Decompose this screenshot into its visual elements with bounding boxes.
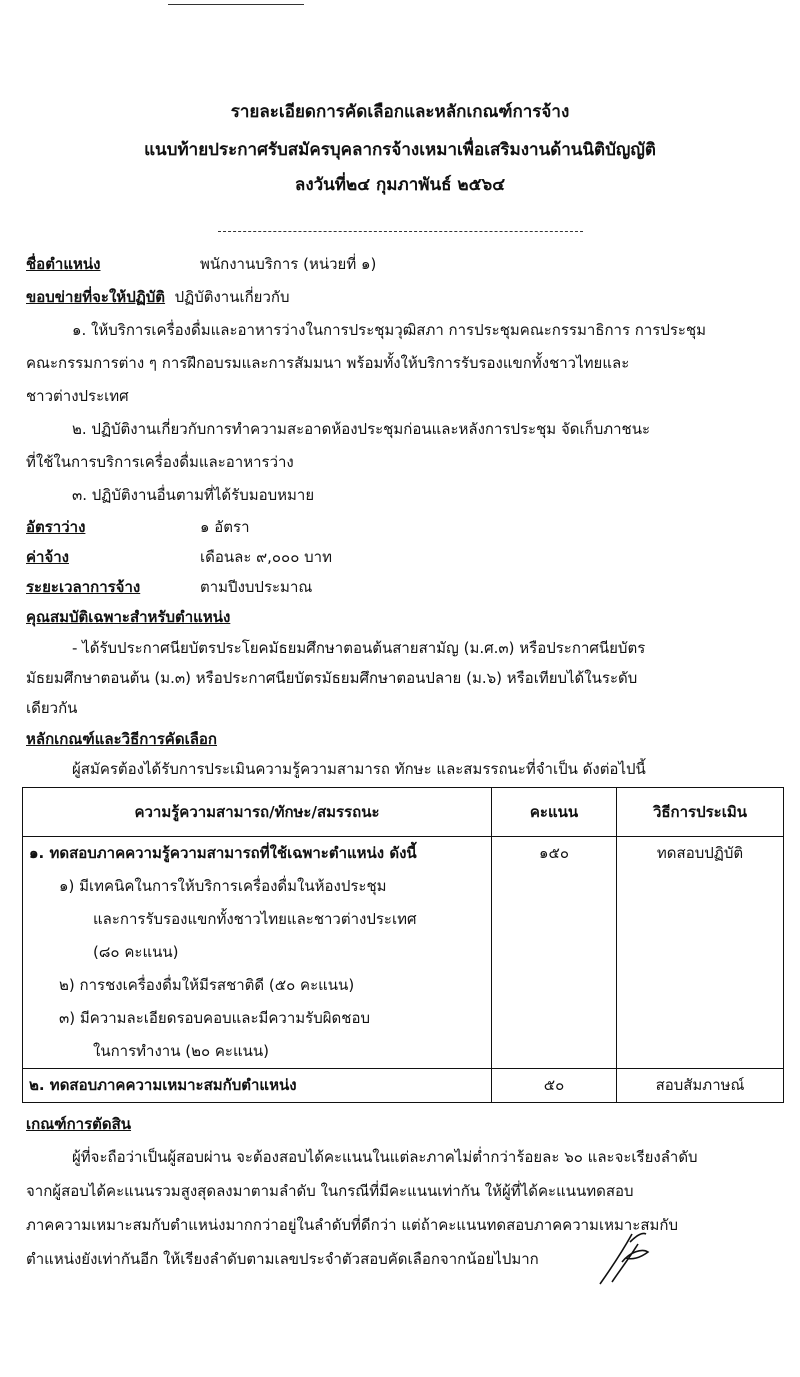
position-value: พนักงานบริการ (หน่วยที่ ๑) [200,255,377,273]
decision-line: จากผู้สอบได้คะแนนรวมสูงสุดลงมาตามลำดับ ในกรณีที่มีคะแนนเท่ากัน ให้ผู้ที่ได้คะแนนทดสอบ [26,1182,634,1200]
position-row [26,252,101,276]
decision-line: ผู้ที่จะถือว่าเป็นผู้สอบผ่าน จะต้องสอบได้คะแนนในแต่ละภาคไม่ต่ำกว่าร้อยละ ๖๐ และจะเรียงลำดับ [72,1148,698,1166]
position-label: ชื่อตำแหน่ง [26,255,101,273]
scope-item-3: ๓. ปฏิบัติงานอื่นตามที่ได้รับมอบหมาย [72,486,315,504]
divider [218,231,583,232]
sub-item: และการรับรองแขกทั้งชาวไทยและชาวต่างประเทศ [93,910,417,928]
scope-item-2: ๒. ปฏิบัติงานเกี่ยวกับการทำความสะอาดห้องประชุมก่อนและหลังการประชุม จัดเก็บภาชนะ [72,420,651,438]
vacancy-label: อัตราว่าง [26,518,86,536]
qualifications-label: คุณสมบัติเฉพาะสำหรับตำแหน่ง [26,608,231,626]
qualification-line: มัธยมศึกษาตอนต้น (ม.๓) หรือประกาศนียบัตรมัธยมศึกษาตอนปลาย (ม.๖) หรือเทียบได้ในระดับ [26,669,638,687]
top-rule [168,4,304,5]
doc-title: รายละเอียดการคัดเลือกและหลักเกณฑ์การจ้าง [230,102,570,122]
row-method: สอบสัมภาษณ์ [617,1069,784,1103]
wage-label: ค่าจ้าง [26,548,69,566]
table-header [23,788,784,837]
qualification-line: - ได้รับประกาศนียบัตรประโยคมัธยมศึกษาตอนต้นสายสามัญ (ม.ศ.๓) หรือประกาศนียบัตร [72,639,646,657]
decision-line: ตำแหน่งยังเท่ากันอีก ให้เรียงลำดับตามเลขประจำตัวสอบคัดเลือกจากน้อยไปมาก [26,1250,539,1268]
scope-item-1: ๑. ให้บริการเครื่องดื่มและอาหารว่างในการประชุมวุฒิสภา การประชุมคณะกรรมาธิการ การประชุม [72,321,707,339]
scope-label: ขอบข่ายที่จะให้ปฏิบัติ [26,288,166,306]
row-method: ทดสอบปฏิบัติ [617,837,784,1069]
decision-label: เกณฑ์การตัดสิน [26,1115,132,1133]
scope-item-2-cont: ที่ใช้ในการบริการเครื่องดื่มและอาหารว่าง [26,453,294,471]
scope-row [26,285,290,309]
doc-date: ลงวันที่๒๔ กุมภาพันธ์ ๒๕๖๔ [294,175,506,195]
assessment-table [22,787,784,1103]
row-title: ๑. ทดสอบภาคความรู้ความสามารถที่ใช้เฉพาะตำแหน่ง ดังนี้ [29,844,417,862]
row-score: ๕๐ [492,1069,617,1103]
sub-item: ในการทำงาน (๒๐ คะแนน) [93,1042,270,1060]
period-label: ระยะเวลาการจ้าง [26,578,141,596]
vacancy-value: ๑ อัตรา [200,518,250,536]
scope-item-1-cont: คณะกรรมการต่าง ๆ การฝึกอบรมและการสัมมนา พร้อมทั้งให้บริการรับรองแขกทั้งชาวไทยและ [26,354,630,372]
signature [592,1222,652,1292]
scope-value: ปฏิบัติงานเกี่ยวกับ [174,288,290,306]
row-title: ๒. ทดสอบภาคความเหมาะสมกับตำแหน่ง [23,1069,492,1103]
decision-line: ภาคความเหมาะสมกับตำแหน่งมากกว่าอยู่ในลำดับที่ดีกว่า แต่ถ้าคะแนนทดสอบภาคความเหมาะสมกับ [26,1216,678,1234]
sub-item: ๑) มีเทคนิคในการให้บริการเครื่องดื่มในห้องประชุม [59,877,387,895]
header-score: คะแนน [492,788,617,837]
wage-value: เดือนละ ๙,๐๐๐ บาท [200,548,332,566]
table-row [23,1069,784,1103]
header-method: วิธีการประเมิน [617,788,784,837]
criteria-intro: ผู้สมัครต้องได้รับการประเมินความรู้ความสามารถ ทักษะ และสมรรถนะที่จำเป็น ดังต่อไปนี้ [72,760,646,778]
criteria-label: หลักเกณฑ์และวิธีการคัดเลือก [26,730,217,748]
sub-item: ๒) การชงเครื่องดื่มให้มีรสชาติดี (๕๐ คะแนน) [59,976,355,994]
qualification-line: เดียวกัน [26,699,78,717]
header-competency: ความรู้ความสามารถ/ทักษะ/สมรรถนะ [23,788,492,837]
table-row [23,837,784,1069]
row-score: ๑๕๐ [492,837,617,1069]
scope-item-1-cont2: ชาวต่างประเทศ [26,387,129,405]
doc-subtitle: แนบท้ายประกาศรับสมัครบุคลากรจ้างเหมาเพื่อเสริมงานด้านนิติบัญญัติ [144,140,656,160]
period-value: ตามปีงบประมาณ [200,578,313,596]
sub-item: ๓) มีความละเอียดรอบคอบและมีความรับผิดชอบ [59,1009,370,1027]
sub-item: (๘๐ คะแนน) [93,943,179,961]
